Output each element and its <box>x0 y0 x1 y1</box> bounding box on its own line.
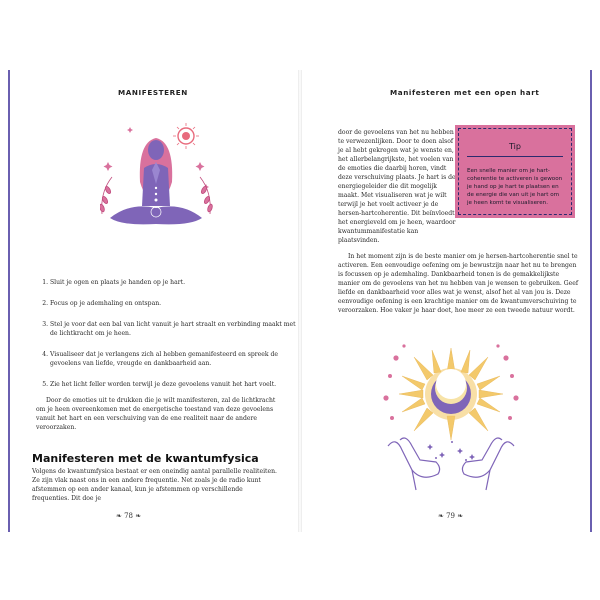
step-4: 4. Visualiseer dat je verlangens zich al hebben gemanifesteerd en spreek de gevoelens van liefde, vreugde en dankbaarheid aan. <box>50 350 296 368</box>
meditation-steps <box>38 278 296 401</box>
tip-text: Een snelle manier om je hart-coherentie te activeren is gewoon je hand op je hart te plaatsen en de energie die van uit je hart om je heen komt te visualiseren. <box>467 168 563 206</box>
step-5: 5. Zie het licht feller worden terwijl je deze gevoelens vanuit het hart voelt. <box>50 380 296 389</box>
step-2: 2. Focus op je ademhaling en ontspan. <box>50 299 296 308</box>
tip-box <box>458 128 572 215</box>
body-paragraph: door de gevoelens van het nu hebben te verwezenlijken. Door te doen alsof je al hebt gekregen wat je wenste en, het allerbelangrijkste, het voelen van de emoties die daarbij horen, vindt deze verschuiving plaats. Je hart is de energiegeleider die dit mogelijk maakt. Met visualiseren wat je wilt terwijl je het voelt activeer je de hersen-hartcoherentie. Dit beïnvloedt het energieveld om je heen, waardoor kwantummanifestatie kan plaatsvinden. <box>338 129 456 244</box>
book-gutter <box>298 70 302 532</box>
tip-title: Tip <box>509 142 521 151</box>
sun-icon <box>173 123 199 149</box>
running-head-right: Manifesteren met een open hart <box>390 88 540 97</box>
section-heading: Manifesteren met de kwantumfysica <box>32 452 259 465</box>
step-1: 1. Sluit je ogen en plaats je handen op je hart. <box>50 278 296 287</box>
tip-divider <box>467 156 563 157</box>
left-page <box>8 70 296 532</box>
body-paragraph: Door de emoties uit te drukken die je wilt manifesteren, zal de lichtkracht om je heen overeenkomen met de energetische toestand van deze gevoelens vanuit het hart en een verschuiving van de ene realiteit naar de andere veroorzaken. <box>36 397 276 431</box>
moon-sun-hands-illustration <box>382 342 520 492</box>
body-paragraph: Volgens de kwantumfysica bestaat er een oneindig aantal parallelle realiteiten. Ze zijn vlak naast ons in een andere frequentie. Net zoals je de radio kunt afstemmen op een ander kanaal, kun je afstemmen op verschillende frequenties. Dit doe je <box>32 468 277 502</box>
body-paragraph: In het moment zijn is de beste manier om je hersen-hartcoherentie snel te activeren. Een eenvoudige oefening om je bewustzijn naar het nu te brengen is focussen op je ademhaling. Dankbaarheid tonen is de gemakkelijkste manier om de gevoelens van het nu hebben van je wensen te gebruiken. Geef liefde en dankbaarheid voor alles wat je wenst, alsof het al van jou is. Deze eenvoudige oefening is een krachtige manier om de kwantumverschuiving te veroorzaken. Hoe vaker je haar doet, hoe meer ze een tweede natuur wordt. <box>338 253 579 314</box>
page-number-right: ❧ 79 ❧ <box>438 512 464 520</box>
step-3: 3. Stel je voor dat een bal van licht vanuit je hart straalt en verbinding maakt met de lichtkracht om je heen. <box>50 320 296 338</box>
running-head-left: MANIFESTEREN <box>118 88 188 97</box>
meditating-woman-illustration <box>100 122 220 234</box>
page-number-left: ❧ 78 ❧ <box>116 512 142 520</box>
right-page <box>308 70 592 532</box>
